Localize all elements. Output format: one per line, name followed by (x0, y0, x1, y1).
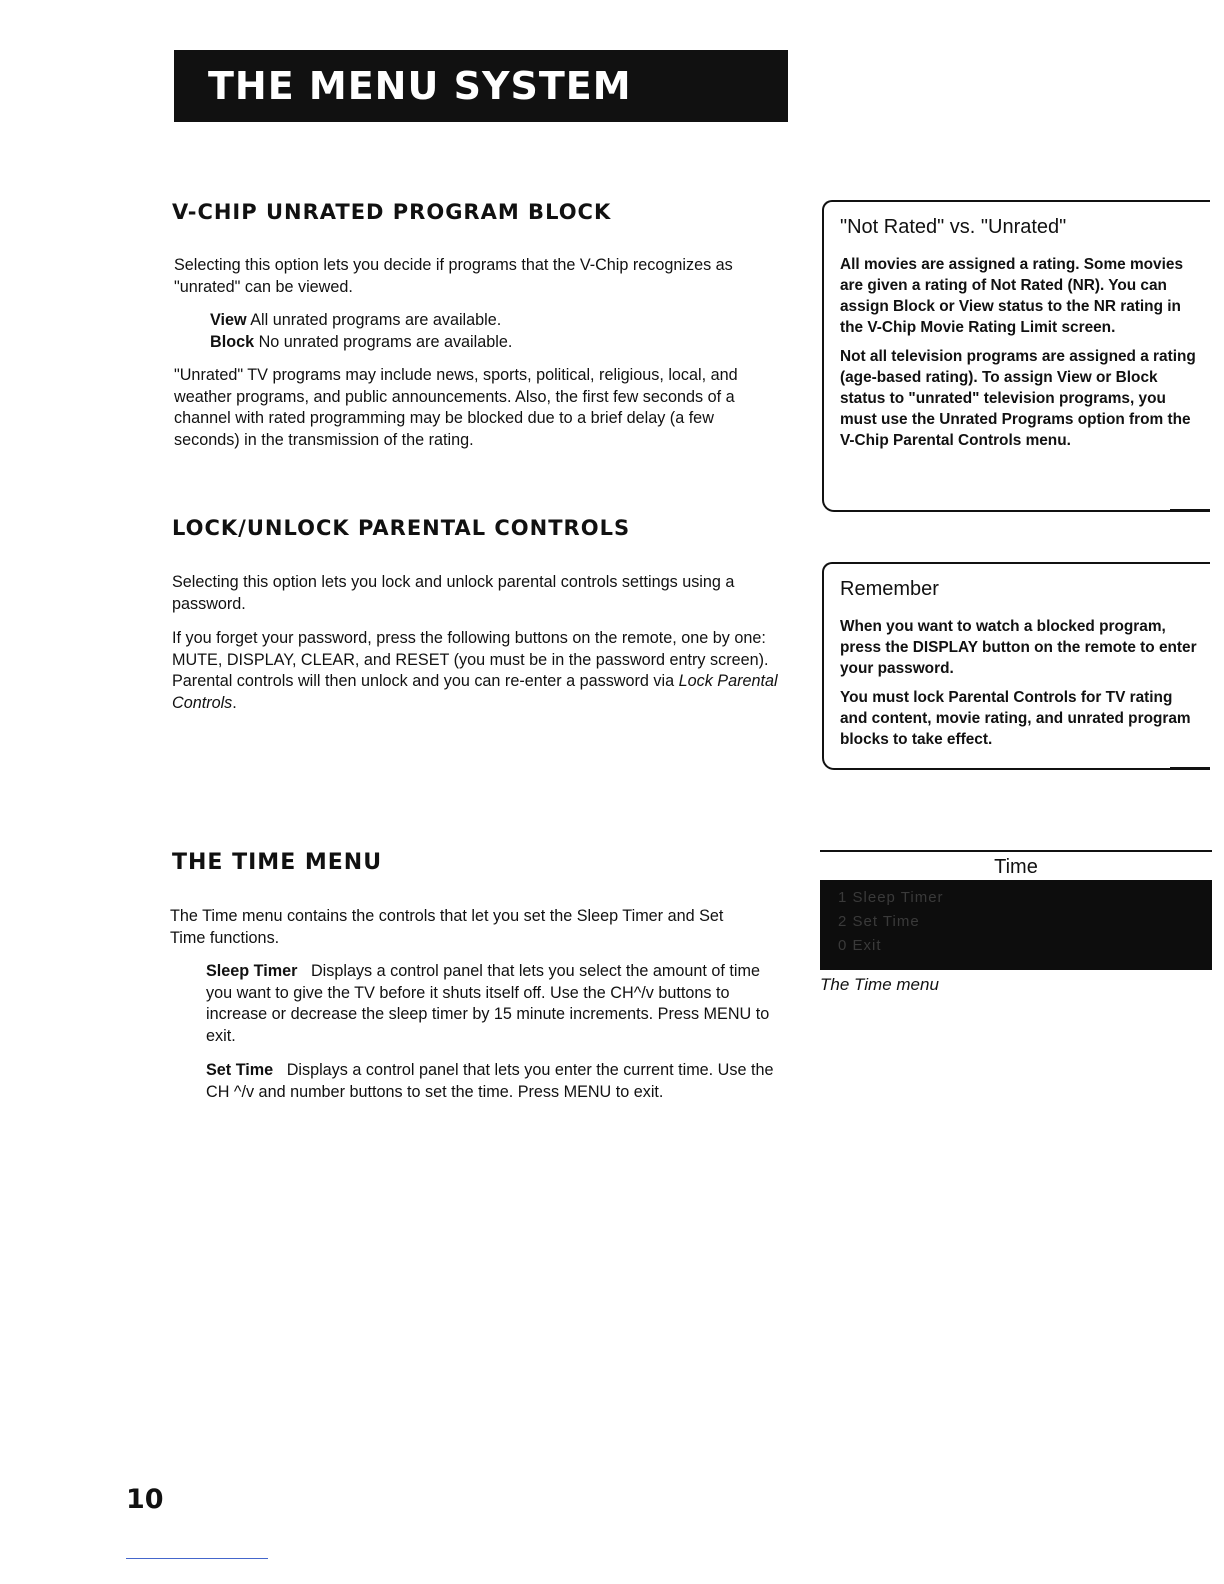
time-menu-caption: The Time menu (820, 975, 939, 994)
not-rated-sidebar (822, 200, 1210, 512)
lock-parental-controls-ref: Lock Parental Controls (172, 672, 778, 712)
lock-para-1: Selecting this option lets you lock and unlock parental controls settings using a password. (172, 573, 735, 613)
remember-para-1: When you want to watch a blocked program, press the DISPLAY button on the remote to enter your password. (840, 618, 1197, 677)
item-term: Set Time (206, 1061, 274, 1079)
remember-para-2: You must lock Parental Controls for TV rating and content, movie rating, and unrated program blocks to take effect. (840, 689, 1191, 748)
option-desc: All unrated programs are available. (250, 311, 502, 329)
vchip-options (210, 310, 770, 353)
vchip-heading: V-CHIP UNRATED PROGRAM BLOCK (172, 200, 612, 224)
time-item-set-time (206, 1060, 776, 1103)
banner-title: THE MENU SYSTEM (208, 64, 632, 108)
time-menu-item: 2 Set Time (838, 913, 920, 930)
remember-title: Remember (840, 578, 939, 600)
time-intro: The Time menu contains the controls that let you set the Sleep Timer and Set Time functions. (170, 907, 724, 947)
page-banner (174, 50, 788, 122)
page-number: 10 (126, 1484, 164, 1515)
not-rated-para-1: All movies are assigned a rating. Some movies are given a rating of Not Rated (NR). You can assign Block or View status to the NR rating in the V-Chip Movie Rating Limit screen. (840, 256, 1184, 336)
not-rated-para-2: Not all television programs are assigned a rating (age-based rating). To assign View or Block status to "unrated" television programs, you must use the Unrated Programs option from the V-Chip Parental Controls menu. (840, 348, 1196, 449)
time-item-sleep-timer (206, 961, 776, 1047)
option-desc: No unrated programs are available. (258, 332, 513, 351)
vchip-option-block (210, 332, 770, 354)
item-term: Sleep Timer (206, 962, 298, 980)
time-menu-body (820, 880, 1212, 970)
item-desc: Displays a control panel that lets you enter the current time. Use the CH ^/v and number buttons to set the time. Press MENU to exit. (206, 1061, 774, 1101)
vchip-intro: Selecting this option lets you decide if programs that the V-Chip recognizes as "unrated" can be viewed. (174, 256, 733, 296)
time-menu-screenshot (820, 850, 1212, 970)
option-term: View (210, 311, 247, 329)
time-heading: THE TIME MENU (172, 850, 383, 875)
vchip-note: "Unrated" TV programs may include news, sports, political, religious, local, and weather programs, and public announcements. Also, the first few seconds of a channel with rated programming may be blocked due to a brief delay (a few seconds) in the transmission of the rating. (174, 366, 738, 449)
time-menu-title: Time (994, 856, 1038, 878)
time-menu-item: 1 Sleep Timer (838, 889, 944, 906)
vchip-option-view (210, 310, 770, 332)
remember-sidebar (822, 562, 1210, 770)
option-term: Block (210, 332, 255, 351)
time-menu-item: 0 Exit (838, 937, 882, 954)
lock-para-2 (172, 628, 784, 714)
item-desc: Displays a control panel that lets you select the amount of time you want to give the TV before it shuts itself off. Use the CH^/v buttons to increase or decrease the sleep timer by 15 minute increments. Press MENU to exit. (206, 962, 770, 1045)
lock-heading: LOCK/UNLOCK PARENTAL CONTROLS (172, 516, 631, 540)
footer-rule (126, 1558, 268, 1559)
not-rated-title: "Not Rated" vs. "Unrated" (840, 216, 1067, 238)
lock-para-2-end: . (232, 693, 237, 712)
lock-para-2-main: If you forget your password, press the following buttons on the remote, one by one: MUTE, DISPLAY, CLEAR, and RESET (you must be in the password entry screen). Parental controls will then unlock and you can re-enter a password via (172, 629, 769, 690)
